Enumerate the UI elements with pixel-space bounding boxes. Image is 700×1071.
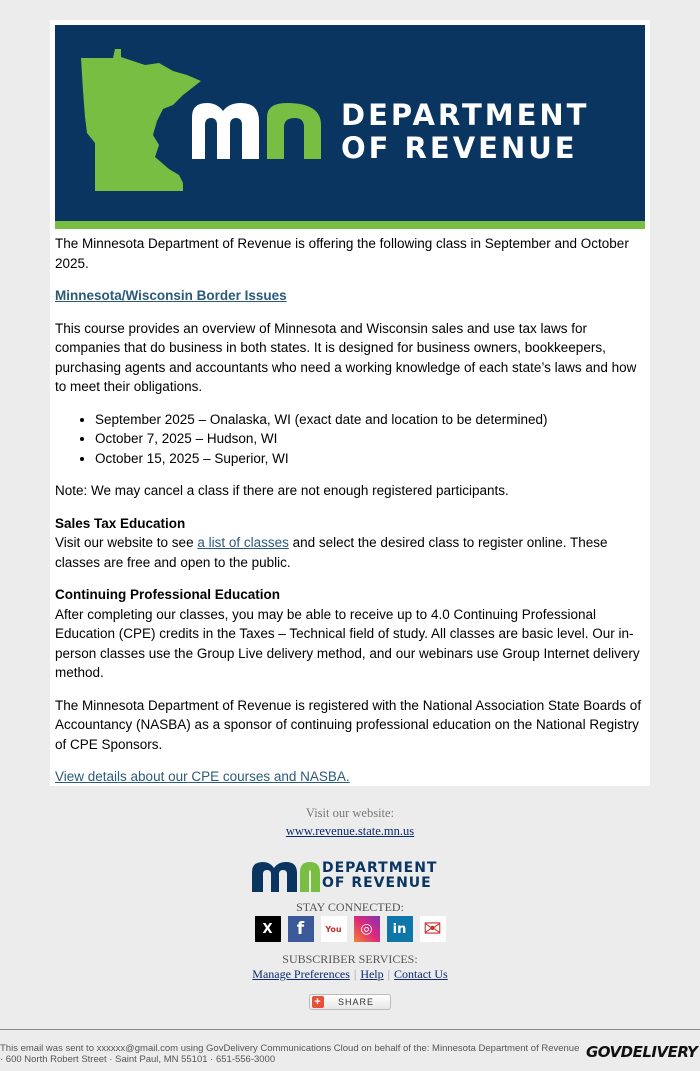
session-item: • October 7, 2025 – Hudson, WI: [95, 429, 645, 449]
session-list: [55, 410, 645, 469]
cpe-text: After completing our classes, you may be able to receive up to 4.0 Continuing Professional Education (CPE) credits in the Taxes – Technical field of study. All classes are basic level. Our in-person classes use the Group Live delivery method, and our webinars use Group Internet delivery method.: [55, 606, 640, 680]
help-link[interactable]: Help: [360, 967, 384, 981]
manage-preferences-link[interactable]: Manage Preferences: [252, 967, 350, 981]
share-label: SHARE: [338, 997, 375, 1007]
footer-dept-line1: DEPARTMENT: [322, 860, 438, 876]
banner-dept-line2: OF REVENUE: [341, 131, 578, 165]
subscriber-services-label: SUBSCRIBER SERVICES:: [282, 952, 418, 966]
website-link[interactable]: www.revenue.state.mn.us: [285, 824, 415, 838]
course-title-link[interactable]: Minnesota/Wisconsin Border Issues: [55, 288, 287, 303]
banner-dept-line1: DEPARTMENT: [341, 98, 590, 132]
logo-letter-n: [267, 103, 321, 159]
header-banner: [55, 25, 645, 221]
email-footer: [0, 805, 700, 1010]
intro-text: The Minnesota Department of Revenue is offering the following class in September and October 2025.: [55, 236, 629, 271]
linkedin-icon[interactable]: in: [387, 916, 413, 942]
separator: |: [353, 967, 357, 981]
footer-mn-icon: [250, 858, 322, 894]
visit-website-label: Visit our website:: [305, 806, 395, 820]
footer-dept-line2: OF REVENUE: [322, 875, 432, 891]
social-icons: [0, 916, 700, 942]
facebook-icon[interactable]: f: [288, 916, 314, 942]
minnesota-map-icon: [81, 49, 201, 191]
sales-tax-text-before: Visit our website to see: [55, 535, 198, 550]
share-plus-icon: +: [312, 996, 324, 1008]
course-description: This course provides an overview of Minnesota and Wisconsin sales and use tax laws for companies that do business in both states. It is designed for business owners, bookkeepers, purchasing agents and accountants who need a working knowledge of each state’s laws and how to meet their obligations.: [55, 320, 637, 394]
subscriber-links: [0, 966, 700, 982]
govdelivery-logo[interactable]: GOVDELIVERY: [586, 1043, 698, 1061]
cpe-heading: Continuing Professional Education: [55, 587, 281, 602]
session-item: • October 15, 2025 – Superior, WI: [95, 449, 645, 469]
sales-tax-section: [55, 514, 645, 573]
email-body: [55, 234, 645, 800]
footer-dept-text: [322, 861, 437, 891]
session-item: • September 2025 – Onalaska, WI (exact date and location to be determined): [95, 410, 645, 430]
logo-letter-m: [192, 103, 259, 159]
banner-green-stripe: [55, 221, 645, 229]
email-icon[interactable]: ✉: [420, 916, 446, 942]
bottom-divider: [0, 1029, 700, 1030]
disclaimer-text: This email was sent to xxxxxx@gmail.com using GovDelivery Communications Cloud on behalf of the: Minnesota Department of Revenue · 600 North Robert Street · Saint Paul, MN 55101 · 651-556-3000: [0, 1043, 580, 1065]
instagram-icon[interactable]: ◎: [354, 916, 380, 942]
cancel-note: Note: We may cancel a class if there are not enough registered participants.: [55, 483, 509, 498]
share-button[interactable]: [309, 994, 391, 1010]
footer-dept-logo: [250, 858, 450, 894]
sales-tax-heading: Sales Tax Education: [55, 515, 186, 531]
banner-department-title: [341, 99, 589, 165]
stay-connected-label: STAY CONNECTED:: [296, 900, 404, 914]
list-of-classes-link[interactable]: a list of classes: [197, 535, 289, 550]
separator: |: [387, 967, 391, 981]
nasba-text: The Minnesota Department of Revenue is registered with the National Association State Boards of Accountancy (NASBA) as a sponsor of continuing professional education on the National Registry of CPE Sponsors.: [55, 697, 642, 752]
youtube-icon[interactable]: You: [321, 916, 347, 942]
email-card: [50, 20, 650, 786]
x-icon[interactable]: X: [255, 916, 281, 942]
nasba-details-link[interactable]: View details about our CPE courses and NASBA.: [55, 769, 350, 784]
cpe-section: [55, 585, 645, 683]
contact-us-link[interactable]: Contact Us: [394, 967, 448, 981]
sales-tax-text-after: and select the desired class to register online. These classes are free and open to the public.: [55, 535, 608, 570]
